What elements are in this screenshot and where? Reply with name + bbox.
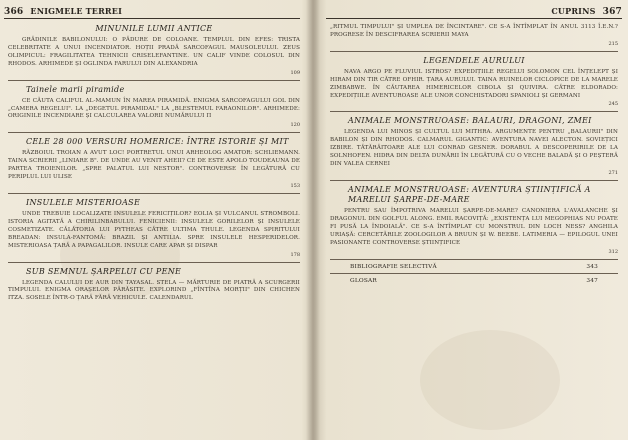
toc-entry (330, 185, 618, 255)
chapter-title: ANIMALE MONSTRUOASE: BALAURI, DRAGONI, ZMEI (348, 116, 592, 126)
chapter-title: INSULELE MISTERIOASE (26, 197, 141, 207)
toc-tail-entry (350, 264, 598, 270)
chapter-title: SUB SEMNUL ȘARPELUI CU PENE (26, 266, 182, 276)
chapter-page-number: 271 (608, 169, 618, 176)
toc-entry (330, 24, 618, 47)
toc-entry (8, 137, 300, 189)
left-running-head (4, 6, 122, 17)
right-running-title: CUPRINS (551, 6, 596, 16)
chapter-page-number: 215 (608, 40, 618, 47)
divider (330, 273, 618, 274)
right-toc (330, 24, 618, 287)
toc-entry (8, 85, 300, 129)
divider (330, 180, 618, 181)
left-page (0, 0, 312, 440)
divider (8, 193, 300, 194)
chapter-page-number: 312 (608, 248, 618, 255)
tail-entry-label: BIBLIOGRAFIE SELECTIVĂ (350, 263, 437, 270)
chapter-page-number: 153 (290, 182, 300, 189)
toc-entry (330, 116, 618, 176)
chapter-title: LEGENDELE AURULUI (423, 55, 525, 65)
toc-tail-entry (350, 278, 598, 284)
chapter-summary: „RITMUL TIMPULUI" ȘI UMPLEA DE ÎNCINTARE". CE S-A ÎNTÎMPLAT ÎN ANUL 3113 Î.E.N.? PROGRESE ÎN DESCIFRAREA SCRIERII MAYA (330, 24, 618, 38)
divider (330, 111, 618, 112)
divider (8, 262, 300, 263)
toc-entry (8, 198, 300, 258)
left-header-rule (4, 18, 300, 19)
right-page (316, 0, 628, 440)
chapter-page-number: 120 (290, 122, 300, 129)
toc-entry (8, 24, 300, 76)
chapter-title: CELE 28 000 VERSURI HOMERICE: ÎNTRE ISTORIE ȘI MIT (26, 137, 289, 147)
chapter-title: ANIMALE MONSTRUOASE: AVENTURA ȘTIINȚIFICĂ A MARELUI ȘARPE-DE-MARE (348, 184, 591, 204)
divider (8, 80, 300, 81)
divider (330, 259, 618, 260)
chapter-title: MINUNILE LUMII ANTICE (95, 24, 213, 33)
right-running-head (551, 6, 622, 17)
right-header-rule (326, 18, 622, 19)
chapter-page-number: 178 (290, 251, 300, 258)
chapter-page-number: 109 (290, 69, 300, 76)
chapter-summary: GRĂDINILE BABILONULUI: O PĂDURE DE COLOANE. TEMPLUL DIN EFES: TRISTA CELEBRITATE A UNUI INCENDIATOR. HOȚII PRADĂ SARCOFAGUL MAUSOLEULUI. ZEUS OLIMPICUL: FRAGILITATEA TEHNICII CRISELEFANTINE. UN CALIF VINDE COLOSUL DIN RHODOS. ARHIMEDE ȘI OGLINDA FARULUI DIN ALEXANDRIA (8, 37, 300, 67)
right-page-number: 367 (602, 7, 622, 17)
toc-entry (8, 267, 300, 304)
divider (330, 51, 618, 52)
chapter-summary: PENTRU SAU ÎMPOTRIVA MARELUI ȘARPE-DE-MARE? CANONIERA L'AVALANCHE ȘI DRAGONUL DIN GOLFUL ALONG. EMIL RACOVIȚĂ: „EXISTENȚA LUI MEGOPHIAS NU POATE FI PUSĂ LA ÎNDOIALĂ". CE S-A ÎNTÎMPLAT CU MONSTRUL DIN LOCH NESS? ANGHILA URIAȘĂ: CERCETĂRILE ZOOLOGILOR A BRUUN ȘI W. BEEBE. LATIMERIA — EPILOGUL UNEI PASIONANTE CONTROVERSE ȘTIINȚIFICE (330, 207, 618, 246)
chapter-summary: RĂZBOIUL TROIAN A AVUT LOC! PORTRETUL UNUI ARHEOLOG AMATOR: SCHLIEMANN. TAINA SCRIERII „LINIARE B". DE UNDE AU VENIT AHEII? CE DE ESTE APOLO TOUDEAUNA DE PARTEA TROIENILOR. „SPRE PALATUL LUI NESTOR". CONTROVERSE ÎN LEGĂTURĂ CU PERIPLUL LUI ULISE (8, 150, 300, 181)
chapter-summary: NAVA ARGO PE FLUVIUL ISTROS? EXPEDIȚIILE REGELUI SOLOMON CEL ÎNȚELEPT ȘI HIRAM DIN TIR CĂTRE OFHIR. ȚARA AURULUI. TAINA RUINELOR CICLOPICE DE LA MARELE ZIMBABWE. ÎN CĂUTAREA HIMERICELOR CIBOLA ȘI QUIVIRA. CĂTRE ELDORADO: EXPEDIȚIILE AVENTUROASE ALE UNOR CONCHISTADORI SPANIOLI ȘI GERMANI (330, 68, 618, 99)
toc-entry (330, 56, 618, 108)
chapter-summary: UNDE TREBUIE LOCALIZATE INSULELE FERICIȚILOR? EOLIA ȘI VULCANUL STROMBOLI. ISTORIA AGITATĂ A CHIRILINBABULUI. FENICIENII: INSULELE GORILELOR ȘI INSULELE COSMETIZATE. CĂLĂTORIA LUI PYTHEAS CĂTRE ULTIMA THULE. LEGENDA SPIRITULUI BREADAN: INSULA-FANTOMĂ: BRAZIL ȘI ANTILIA. SPRE INSULELE HESPERIDELOR. MISTERIOASA ȚARĂ A PAPAGALILOR. INSULE CARE APAR ȘI DISPAR (8, 210, 300, 249)
chapter-summary: LEGENDA LUI MINOS ȘI CULTUL LUI MITHRA. ARGUMENTE PENTRU „BALAURII" DIN BABILON ȘI DIN RHODOS. CALMARUL GIGANTIC: AVENTURA NAVEI ALECTON. SOVIEȚICI IZBIRE. TĂTĂRĂITOARE ALE LUI CONRAD GESNER. DORABUL A DESCOPERIRILE DE LA SOLNHOFEN. HIDRA DIN DELTA DUNĂRII ÎN LEGĂTURĂ CU O VECHE BALADĂ ȘI O PEȘTERĂ DIN VALEA CERNEI (330, 129, 618, 168)
tail-entry-page: 347 (586, 277, 598, 284)
chapter-summary: LEGENDA CALULUI DE AUR DIN TAYASAL. STELA — MĂRTURIE DE PIATRĂ A SCURGERII TIMPULUI. ENIGMA ORAȘELOR PĂRĂSITE. EXPLORIND „FÎNTÎNA MORȚII" DIN CHICHEN ITZA. SOSELE ÎNTR-O ȚARĂ FĂRĂ VEHICULE. CALENDARUL (8, 279, 300, 302)
left-toc (8, 24, 300, 307)
tail-entry-page: 343 (586, 263, 598, 270)
chapter-title: Tainele marii piramide (26, 84, 125, 94)
tail-entry-label: GLOSAR (350, 277, 377, 284)
chapter-page-number: 245 (608, 101, 618, 108)
left-running-title: ENIGMELE TERREI (30, 6, 123, 16)
left-page-number: 366 (4, 7, 24, 17)
divider (8, 132, 300, 133)
chapter-summary: CE CĂUTA CALIFUL AL-MAMUN ÎN MAREA PIRAMIDĂ. ENIGMA SARCOFAGULUI GOL DIN „CAMERA REGELUI". LA „DEGETUL PIRAMIDAL" LA „BLESTEMUL FARAONILOR". ARHIMEDE: ORIGINILE INCENDIARE ȘI CALCULAREA VALORII NUMĂRULUI Π (8, 97, 300, 120)
